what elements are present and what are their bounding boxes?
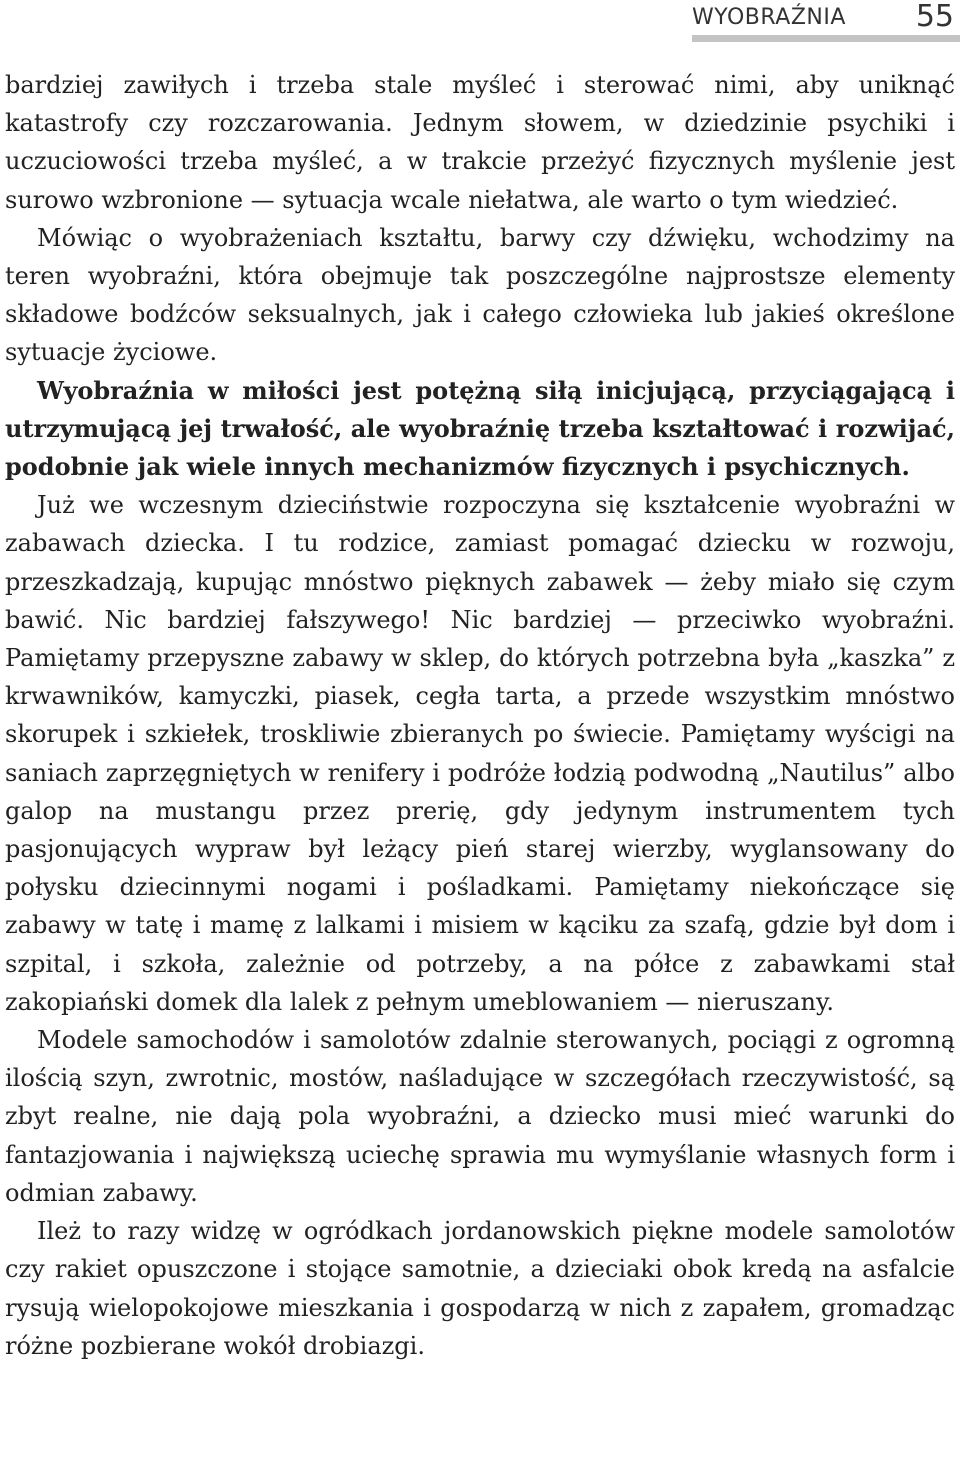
body-text (5, 66, 955, 1365)
page-number: 55 (915, 0, 954, 34)
paragraph-emphasis: Wyobraźnia w miłości jest potężną siłą inicjującą, przyciągającą i utrzymującą jej trwałość, ale wyobraźnię trzeba kształtować i rozwijać, podobnie jak wiele innych mechanizmów fizycznych i psychicznych. (5, 375, 955, 482)
header-title: WYOBRAŹNIA (692, 5, 846, 30)
header-rule (692, 35, 960, 42)
running-header (692, 0, 960, 42)
paragraph: bardziej zawiłych i trzeba stale myśleć i sterować nimi, aby uniknąć katastrofy czy rozczarowania. Jednym słowem, w dziedzinie psychiki i uczuciowości trzeba myśleć, a w trakcie przeżyć fizycznych myślenie jest surowo wzbronione — sytuacja wcale niełatwa, ale warto o tym wiedzieć. (5, 71, 955, 214)
paragraph: Modele samochodów i samolotów zdalnie sterowanych, pociągi z ogromną ilością szyn, zwrotnic, mostów, naśladujące w szczegółach rzeczywistość, są zbyt realne, nie dają pola wyobraźni, a dziecko musi mieć warunki do fantazjowania i największą uciechę sprawia mu wymyślanie własnych form i odmian zabawy. (5, 1026, 955, 1207)
paragraph: Mówiąc o wyobrażeniach kształtu, barwy czy dźwięku, wchodzimy na teren wyobraźni, która obejmuje tak poszczególne najprostsze elementy składowe bodźców seksualnych, jak i całego człowieka lub jakieś określone sytuacje życiowe. (5, 223, 955, 367)
paragraph: Już we wczesnym dzieciństwie rozpoczyna się kształcenie wyobraźni w zabawach dziecka. I tu rodzice, zamiast pomagać dziecku w rozwoju, przeszkadzają, kupując mnóstwo pięknych zabawek — żeby miało się czym bawić. Nic bardziej fałszywego! Nic bardziej — przeciwko wyobraźni. Pamiętamy przepyszne zabawy w sklep, do których potrzebna była „kaszka” z krwawników, kamyczki, piasek, cegła tarta, a przede wszystkim mnóstwo skorupek i szkiełek, troskliwie zbieranych po świecie. Pamiętamy wyścigi na saniach zaprzęgniętych w renifery i podróże łodzią podwodną „Nautilus” albo galop na mustangu przez prerię, gdy jedynym instrumentem tych pasjonujących wypraw był leżący pień starej wierzby, wyglansowany do połysku dziecinnymi nogami i pośladkami. Pamiętamy niekończące się zabawy w tatę i mamę z lalkami i misiem w kąciku za szafą, gdzie był dom i szpital, i szkoła, zależnie od potrzeby, a na półce z zabawkami stał zakopiański domek dla lalek z pełnym umeblowaniem — nieruszany. (5, 491, 955, 1016)
paragraph: Ileż to razy widzę w ogródkach jordanowskich piękne modele samolotów czy rakiet opuszczone i stojące samotnie, a dzieciaki obok kredą na asfalcie rysują wielopokojowe mieszkania i gospodarzą w nich z zapałem, gromadząc różne pozbierane wokół drobiazgi. (5, 1217, 955, 1360)
